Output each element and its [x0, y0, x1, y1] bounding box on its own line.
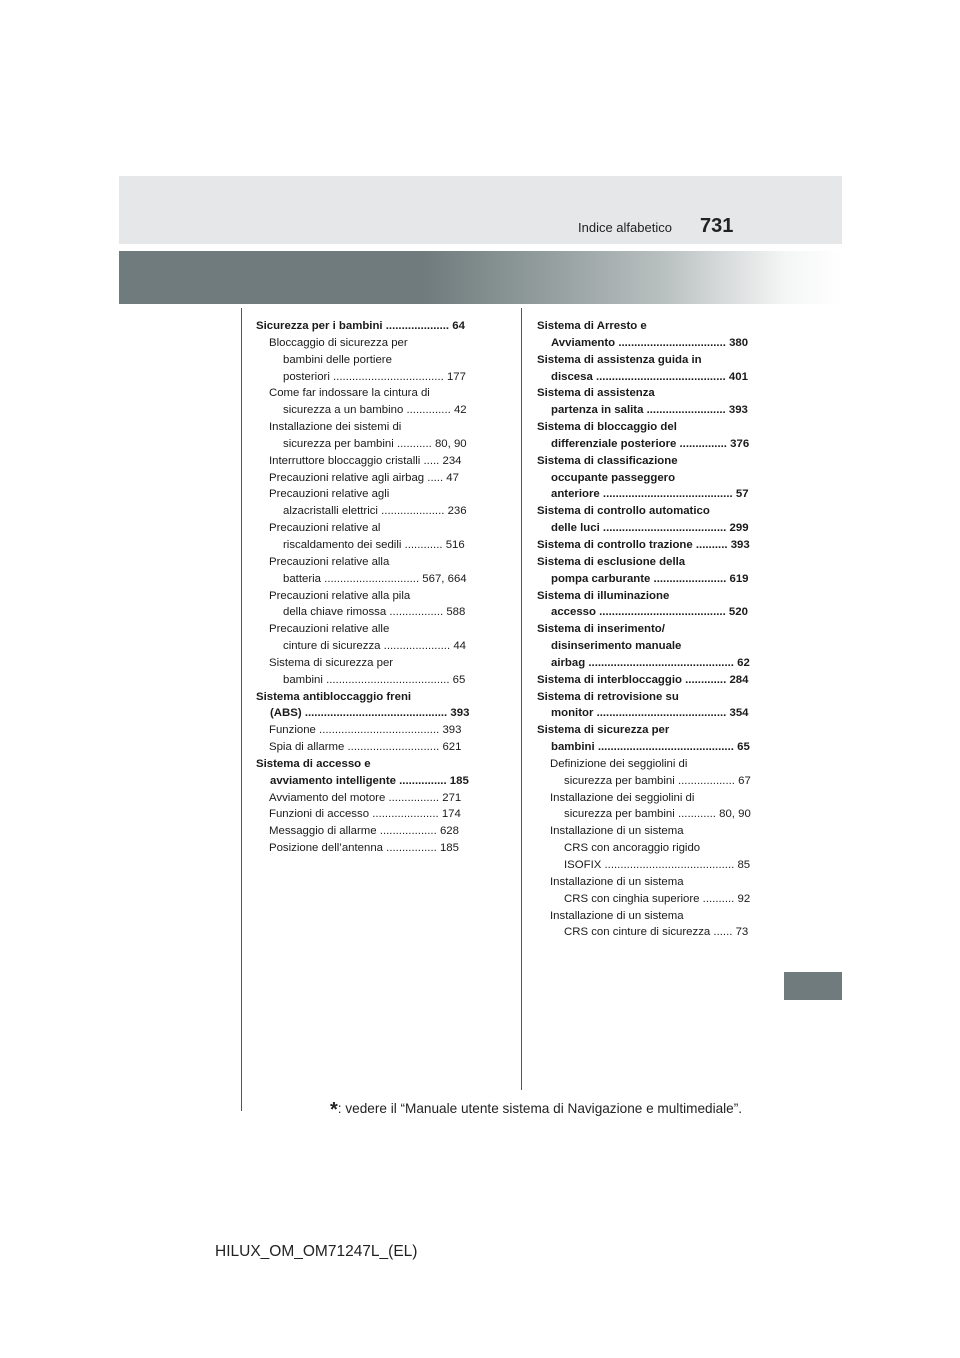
entry-text: riscaldamento dei sedili [283, 538, 405, 551]
gradient-banner [119, 251, 842, 304]
entry-last-line [550, 857, 751, 874]
entry-text: Funzione [269, 724, 320, 737]
entry-text: posteriori [283, 370, 334, 383]
entry-line: Sistema di illuminazione [537, 589, 670, 602]
entry-line: Sistema di accesso e [256, 757, 371, 770]
entry-line: Sistema di esclusione della [537, 555, 686, 568]
entry-page: 271 [442, 791, 462, 804]
entry-leaders: ......................................... [604, 859, 735, 871]
index-entry [537, 588, 751, 622]
index-entry [537, 385, 751, 419]
entry-last-line [537, 705, 751, 722]
entry-leaders: ................ [386, 842, 437, 855]
entry-last-line [537, 520, 751, 537]
entry-line: Sistema di assistenza guida in [537, 353, 702, 366]
entry-leaders: ......................................... [602, 488, 733, 501]
index-entry [256, 756, 472, 790]
entry-text: sicurezza per bambini [564, 808, 678, 821]
index-subentry [537, 790, 751, 824]
entry-line: Precauzioni relative alla [269, 555, 390, 568]
entry-text: della chiave rimossa [283, 606, 390, 619]
entry-text: sicurezza a un bambino [283, 404, 407, 417]
index-entry [537, 453, 751, 504]
entry-page: 185 [449, 774, 469, 787]
entry-leaders: ............... [679, 437, 727, 450]
entry-page: 47 [446, 471, 459, 484]
column-divider-middle [521, 308, 522, 1090]
index-subentry [256, 790, 472, 807]
entry-page: 393 [450, 707, 470, 720]
entry-page: 516 [445, 538, 465, 551]
entry-leaders: ............ [404, 538, 443, 551]
entry-last-line [269, 369, 472, 386]
footnote [330, 1096, 760, 1119]
entry-line: CRS con ancoraggio rigido [564, 842, 701, 855]
entry-leaders: ....................................... [602, 522, 727, 535]
entry-text: Messaggio di allarme [269, 825, 380, 838]
entry-page: 185 [439, 842, 459, 855]
index-entry [537, 503, 751, 537]
index-entry [537, 672, 751, 689]
entry-leaders: ..... [427, 471, 444, 484]
index-subentry [256, 655, 472, 689]
entry-text: discesa [551, 370, 596, 383]
entry-line: occupante passeggero [551, 471, 676, 484]
entry-line: disinserimento manuale [551, 640, 682, 653]
entry-leaders: ......................... [646, 404, 726, 417]
entry-text: airbag [551, 656, 589, 669]
entry-text: alzacristalli elettrici [283, 505, 382, 518]
entry-line: Precauzioni relative alle [269, 623, 390, 636]
document-code: HILUX_OM_OM71247L_(EL) [215, 1243, 418, 1260]
entry-text: partenza in salita [551, 404, 647, 417]
entry-page: 621 [442, 741, 462, 754]
entry-leaders: ............. [685, 673, 727, 686]
entry-text: pompa carburante [551, 572, 654, 585]
entry-line: Precauzioni relative agli [269, 488, 390, 501]
entry-text: avviamento intelligente [270, 774, 400, 787]
entry-page: 619 [729, 572, 749, 585]
entry-page: 62 [737, 656, 750, 669]
index-subentry [256, 453, 472, 470]
entry-page: 174 [441, 808, 461, 821]
entry-last-line [269, 503, 472, 520]
entry-line: Precauzioni relative al [269, 522, 381, 535]
entry-last-line [269, 402, 472, 419]
entry-page: 42 [453, 404, 467, 417]
entry-page: 520 [728, 606, 748, 619]
entry-text: Interruttore bloccaggio cristalli [269, 454, 424, 467]
entry-last-line [537, 436, 751, 453]
entry-leaders: ....................... [653, 572, 727, 585]
index-subentry [537, 823, 751, 874]
entry-text: Sicurezza per i bambini [256, 320, 386, 332]
entry-text: CRS con cinghia superiore [564, 892, 703, 905]
entry-line: bambini delle portiere [283, 353, 392, 366]
entry-last-line [550, 773, 751, 790]
entry-text: ISOFIX [564, 859, 605, 871]
entry-page: 567, 664 [422, 572, 467, 585]
column-divider-left [241, 308, 242, 1111]
entry-last-line [269, 453, 472, 470]
entry-page: 284 [729, 673, 749, 686]
entry-leaders: ............................. [347, 741, 440, 754]
entry-leaders: ...................................... [319, 724, 440, 737]
entry-last-line [537, 604, 751, 621]
entry-line: Sistema di inserimento/ [537, 623, 665, 636]
index-subentry [256, 840, 472, 857]
entry-last-line [256, 705, 472, 722]
entry-page: 92 [737, 892, 751, 905]
index-subentry [256, 470, 472, 487]
index-subentry [256, 419, 472, 453]
entry-text: delle luci [551, 522, 603, 535]
entry-line: Installazione di un sistema [550, 825, 684, 838]
entry-leaders: ...... [713, 926, 733, 939]
index-column-right [537, 318, 751, 941]
entry-line: Sistema di bloccaggio del [537, 421, 677, 434]
entry-last-line [269, 672, 472, 689]
entry-last-line [537, 672, 751, 689]
entry-page: 299 [729, 522, 749, 535]
entry-page: 588 [446, 606, 466, 619]
entry-page: 236 [447, 505, 467, 518]
entry-line: Sistema di sicurezza per [537, 724, 670, 737]
entry-text: differenziale posteriore [551, 437, 680, 450]
index-entry [537, 352, 751, 386]
entry-last-line [537, 486, 751, 503]
entry-last-line [537, 369, 751, 386]
entry-page: 628 [439, 825, 459, 838]
entry-leaders: ................ [388, 791, 440, 804]
entry-leaders: .................... [385, 320, 450, 332]
entry-last-line [269, 638, 472, 655]
entry-line: Installazione dei seggiolini di [550, 791, 695, 804]
entry-leaders: .................. [379, 825, 437, 838]
entry-leaders: ........................................ [599, 606, 726, 619]
index-entry [537, 554, 751, 588]
entry-page: 393 [730, 538, 750, 551]
entry-leaders: .................. [677, 774, 735, 787]
index-subentry [256, 335, 472, 386]
footnote-text: : vedere il “Manuale utente sistema di Navigazione e multimediale”. [337, 1101, 743, 1116]
index-subentry [256, 823, 472, 840]
entry-page: 57 [735, 488, 749, 501]
entry-leaders: ......................................... [595, 370, 726, 383]
entry-text: monitor [551, 707, 597, 720]
entry-page: 85 [737, 859, 751, 871]
entry-last-line [269, 722, 472, 739]
entry-page: 65 [737, 741, 750, 754]
index-subentry [256, 520, 472, 554]
page-number: 731 [700, 215, 734, 237]
entry-last-line [537, 537, 751, 554]
entry-leaders: ............................................. [304, 707, 448, 720]
entry-page: 67 [738, 774, 751, 787]
entry-leaders: ............ [677, 808, 716, 821]
entry-page: 393 [442, 724, 462, 737]
index-entry [256, 689, 472, 723]
entry-page: 393 [728, 404, 748, 417]
entry-leaders: .............................................. [588, 656, 734, 669]
index-subentry [256, 588, 472, 622]
entry-text: Sistema di interbloccaggio [537, 673, 686, 686]
entry-text: Funzioni di accesso [269, 808, 373, 821]
index-entry [537, 621, 751, 672]
entry-page: 354 [729, 707, 749, 720]
entry-page: 64 [452, 320, 465, 332]
entry-leaders: ..................... [372, 808, 439, 821]
entry-page: 80, 90 [434, 437, 467, 450]
entry-last-line [269, 806, 472, 823]
entry-leaders: ................. [389, 606, 444, 619]
index-subentry [256, 722, 472, 739]
index-subentry [256, 385, 472, 419]
index-entry [537, 318, 751, 352]
entry-last-line [537, 739, 751, 756]
entry-text: CRS con cinture di sicurezza [564, 926, 714, 939]
entry-page: 234 [442, 454, 462, 467]
entry-leaders: ..... [423, 454, 440, 467]
index-entry [537, 689, 751, 723]
index-entry [537, 419, 751, 453]
entry-line: Sistema di retrovisione su [537, 690, 679, 703]
index-entry [537, 537, 751, 554]
entry-last-line [269, 470, 472, 487]
index-subentry [537, 756, 751, 790]
entry-last-line [269, 840, 472, 857]
index-column-left [256, 318, 472, 857]
entry-last-line [269, 604, 472, 621]
footnote-star: * [330, 1099, 338, 1121]
entry-last-line [269, 823, 472, 840]
entry-last-line [550, 924, 751, 941]
entry-last-line [550, 806, 751, 823]
entry-leaders: ................................... [333, 370, 444, 383]
entry-page: 80, 90 [719, 808, 751, 821]
entry-text: Spia di allarme [269, 741, 348, 754]
entry-line: Definizione dei seggiolini di [550, 757, 688, 770]
entry-line: Sistema antibloccaggio freni [256, 690, 412, 703]
entry-last-line [269, 537, 472, 554]
entry-line: Sistema di Arresto e [537, 320, 647, 332]
entry-page: 177 [446, 370, 466, 383]
entry-line: Bloccaggio di sicurezza per [269, 336, 408, 349]
entry-line: Sistema di sicurezza per [269, 656, 394, 669]
entry-last-line [269, 739, 472, 756]
chapter-tab [784, 972, 842, 1000]
entry-line: Sistema di controllo automatico [537, 505, 710, 518]
index-subentry [537, 908, 751, 942]
entry-text: Avviamento del motore [269, 791, 389, 804]
entry-leaders: ..................... [383, 640, 451, 653]
entry-line: Installazione di un sistema [550, 875, 684, 888]
entry-last-line [537, 402, 751, 419]
entry-text: Avviamento [551, 336, 619, 349]
entry-last-line [537, 655, 751, 672]
entry-text: (ABS) [270, 707, 305, 720]
entry-text: bambini [283, 673, 327, 686]
entry-leaders: .............................. [324, 572, 420, 585]
index-entry [256, 318, 472, 335]
entry-text: Sistema di controllo trazione [537, 538, 696, 551]
entry-text: Precauzioni relative agli airbag [269, 471, 428, 484]
entry-text: accesso [551, 606, 600, 619]
entry-leaders: ........................................... [597, 741, 734, 754]
entry-leaders: .................... [381, 505, 445, 518]
entry-page: 73 [735, 926, 749, 939]
entry-line: Sistema di classificazione [537, 454, 678, 467]
entry-line: Precauzioni relative alla pila [269, 589, 411, 602]
index-subentry [256, 806, 472, 823]
entry-text: cinture di sicurezza [283, 640, 384, 653]
entry-last-line [537, 571, 751, 588]
entry-line: Come far indossare la cintura di [269, 387, 430, 400]
entry-text: sicurezza per bambini [283, 437, 397, 450]
entry-text: sicurezza per bambini [564, 774, 678, 787]
entry-line: Installazione di un sistema [550, 909, 684, 922]
entry-leaders: .......... [695, 538, 728, 551]
entry-leaders: ............... [399, 774, 447, 787]
entry-last-line [256, 773, 472, 790]
entry-last-line [269, 571, 472, 588]
entry-line: Sistema di assistenza [537, 387, 655, 400]
entry-text: bambini [551, 741, 598, 754]
entry-last-line [269, 436, 472, 453]
entry-last-line [550, 891, 751, 908]
entry-leaders: ....................................... [326, 673, 450, 686]
entry-last-line [537, 335, 751, 352]
entry-text: Posizione dell’antenna [269, 842, 387, 855]
entry-text: anteriore [551, 488, 603, 501]
entry-page: 65 [452, 673, 466, 686]
entry-page: 380 [729, 336, 749, 349]
index-subentry [256, 486, 472, 520]
index-subentry [537, 874, 751, 908]
entry-text: batteria [283, 572, 325, 585]
entry-leaders: ......................................... [596, 707, 727, 720]
index-subentry [256, 554, 472, 588]
entry-page: 376 [730, 437, 750, 450]
entry-last-line [256, 318, 472, 335]
entry-leaders: ........... [396, 437, 432, 450]
entry-last-line [269, 790, 472, 807]
entry-line: Installazione dei sistemi di [269, 421, 402, 434]
index-entry [537, 722, 751, 756]
index-subentry [256, 739, 472, 756]
entry-leaders: .................................. [618, 336, 726, 349]
entry-leaders: .......... [702, 892, 735, 905]
index-subentry [256, 621, 472, 655]
entry-page: 44 [453, 640, 466, 653]
entry-leaders: .............. [406, 404, 451, 417]
section-title: Indice alfabetico [578, 220, 672, 235]
entry-page: 401 [728, 370, 748, 383]
